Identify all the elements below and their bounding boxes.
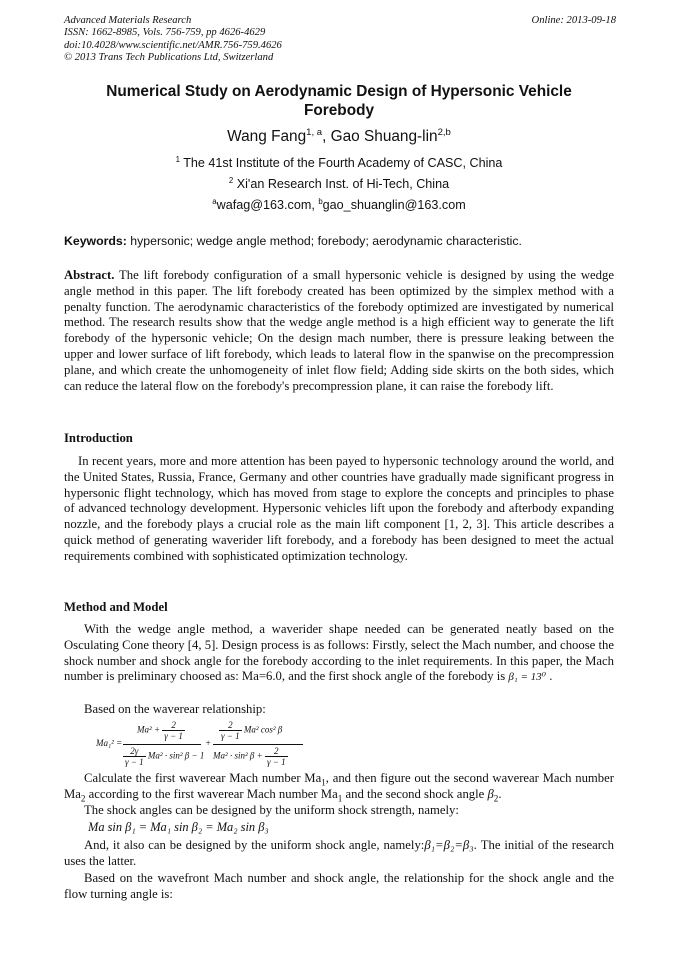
method-p3-a-sub: 1 [321,777,326,788]
uniform-shock-angle-equation: β₁=β₂=β₃ [424,838,474,852]
fraction-numerator: 2γ [123,746,146,757]
beta-symbol: β [487,786,494,801]
fraction-denominator: γ − 1 [266,757,286,767]
method-p1-end: . [546,669,553,684]
method-p5-b: . The initial of the research uses the latter. [64,838,615,868]
equation-plus: + [205,738,212,748]
method-p3-c-sub: 1 [337,793,343,804]
equation-lhs: Ma₁² = [96,738,123,748]
term-1-den-fraction [123,746,146,767]
online-date: Online: 2013-09-18 [531,15,616,26]
author-emails [64,198,614,213]
method-paragraph-2: Based on the waverear relationship: [84,702,266,716]
fraction-denominator: γ − 1 [221,731,240,741]
affiliation-1 [64,156,614,171]
affiliation-1-sup: 1 [175,154,180,164]
issn: ISSN: 1662-8985, Vols. 756-759, pp 4626-4629 [64,27,266,39]
journal-header [64,15,616,65]
author-separator: , [322,128,331,145]
introduction-text: In recent years, more and more attention has been payed to hypersonic technology around the world, and the United States, Russia, France, Germany and other countries have gradually made significant progress in hypersonic flight technology, which has moved from stage to explore the concepts and principles to phase of advanced technology development. Hypersonic vehicles lift upon the forebody and afterbody expanding nozzle, and the forebody plays a crucial role as the main lift component [1, 2, 3]. This article describes a quick method of generating waverider lift forebody, and a forebody has been designed to meet the actual requirements combined with sophisticated optimization technology. [64,454,614,563]
email-a-sup: a [212,196,217,206]
email-b: gao_shuanglin@163.com [322,198,466,212]
affiliation-2 [64,177,614,192]
fraction-denominator: γ − 1 [164,731,183,741]
fraction-denominator: γ − 1 [125,757,144,767]
term-2-denominator [213,746,288,767]
method-p3-c: according to the first waverear Mach number Ma [85,786,338,801]
abstract-text: The lift forebody configuration of a small hypersonic vehicle is designed by using the wedge angle method in this paper. The lift forebody created has been optimized by the simplex method with a penalty function. The aerodynamic characteristics of the forebody optimized are investigated by numerical method. The research results show that the wedge angle method is a high efficient way to generate the lift forebody of the hypersonic vehicle; On the design mach number, there is pressure leaking between the upper and lower surface of lift forebody, which leads to lateral flow in the spanwise on the precompression plane, and which create the unhomogeneity of inlet flow field; Adding side skirts on the both sides, which can reduce the lateral flow on the forebody's precompression plane, it can raise the forebody lift. [64,268,614,393]
paper-title [64,82,614,120]
term-2-den-fraction [265,746,288,767]
term-2-numerator [219,720,282,741]
author-2: Gao Shuang-lin [330,128,438,145]
method-p3-b-sub: 2 [80,793,86,804]
doi: doi:10.4028/www.scientific.net/AMR.756-759.4626 [64,39,282,51]
affiliation-2-sup: 2 [228,175,234,185]
term-1-num-text: Ma² + [137,724,161,735]
method-paragraph-5 [64,838,614,870]
method-p1-text: With the wedge angle method, a waverider shape needed can be generated neatly based on the Osculating Cone theory [4, 5]. Design process is as follows: Firstly, select the Mach number, and choose the shock number and shock angle for the forebody according to the inlet requirements. In this paper, the Mach number is preliminary choosed as: Ma=6.0, and the first shock angle of the forebody is [64,622,614,684]
author-1: Wang Fang [227,128,307,145]
method-heading: Method and Model [64,600,168,614]
term-2-den-text: Ma² · sin² β + [213,750,263,761]
uniform-shock-strength-equation: Ma sin β₁ = Ma₁ sin β₂ = Ma₂ sin β₃ [88,820,269,834]
abstract [64,268,614,394]
fraction-numerator: 2 [265,746,288,757]
term-1-num-fraction [162,720,185,741]
email-a: wafag@163.com, [216,198,319,212]
author-2-sup: 2,b [437,126,451,138]
keywords-text: hypersonic; wedge angle method; forebody; aerodynamic characteristic. [126,234,522,248]
term-2-num-fraction [219,720,242,741]
abstract-label: Abstract. [64,268,115,282]
title-line-2: Forebody [303,102,375,119]
term-1-fraction-bar [123,744,201,745]
affiliation-2-text: Xi'an Research Inst. of Hi-Tech, China [233,177,450,191]
term-2-num-text: Ma² cos² β [243,724,283,735]
keywords-label: Keywords: [64,234,127,248]
method-paragraph-1 [64,622,614,686]
method-paragraph-3 [64,771,614,803]
copyright: © 2013 Trans Tech Publications Ltd, Switzerland [64,52,274,64]
method-paragraph-4: The shock angles can be designed by the uniform shock strength, namely: [84,803,459,817]
method-p5-a: And, it also can be designed by the uniform shock angle, namely: [84,838,425,852]
equation-term-1 [123,718,301,772]
term-1-den-text: Ma² · sin² β − 1 [147,750,205,761]
fraction-numerator: 2 [162,720,185,731]
author-1-sup: 1, a [306,126,323,138]
introduction-heading: Introduction [64,431,133,445]
term-2-fraction-bar [213,744,303,745]
method-paragraph-6: Based on the wavefront Mach number and shock angle, the relationship for the shock angle and the flow turning angle is: [64,871,614,901]
method-p3-a: Calculate the first waverear Mach number Ma [84,771,322,785]
method-p3-d-sub: 2 [493,793,499,804]
title-line-1: Numerical Study on Aerodynamic Design of Hypersonic Vehicle [106,83,572,100]
affiliation-1-text: The 41st Institute of the Fourth Academy of CASC, China [179,156,503,170]
author-list [64,127,614,147]
shock-angle-equation: β₁ = 13⁰ [508,671,547,684]
waverear-equation [96,718,396,772]
term-1-denominator [123,746,204,767]
fraction-numerator: 2 [219,720,242,731]
method-p3-d: and the second shock angle [342,786,488,801]
term-1-numerator [137,720,185,741]
method-p3-e: . [498,786,502,801]
keywords [64,234,616,249]
journal-name: Advanced Materials Research [64,15,192,26]
email-b-sup: b [318,196,323,206]
method-p3-b: , and then figure out the second waverear Mach number Ma [64,771,615,801]
